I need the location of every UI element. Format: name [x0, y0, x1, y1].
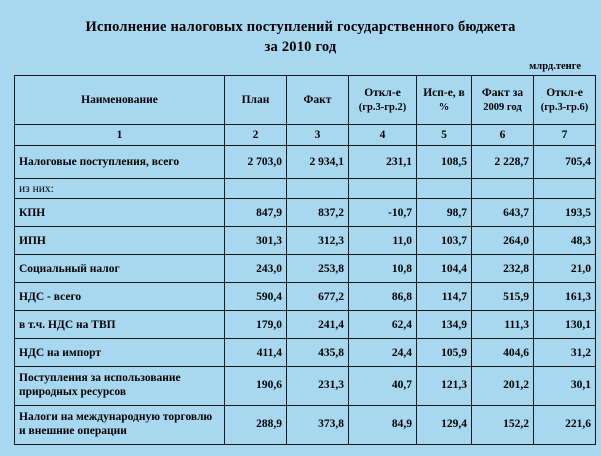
column-header-deviation-3-2 — [349, 76, 417, 125]
column-header-label: Откл-е — [546, 87, 583, 100]
column-header-label: Исп-е, в — [423, 87, 465, 100]
row-value-fact-2009: 515,9 — [472, 283, 534, 311]
row-value-fact: 677,2 — [287, 283, 349, 311]
row-value-fact: 231,3 — [287, 367, 349, 406]
row-value-fact: 435,8 — [287, 339, 349, 367]
column-number: 3 — [287, 125, 349, 146]
column-number: 6 — [472, 125, 534, 146]
row-value-deviation-3-6: 161,3 — [534, 283, 596, 311]
column-header-label: Откл-е — [364, 87, 401, 100]
row-value-deviation-3-2: 10,8 — [349, 255, 417, 283]
row-value-execution-percent: 104,4 — [417, 255, 472, 283]
row-label: в т.ч. НДС на ТВП — [15, 311, 225, 339]
row-value-fact-2009: 264,0 — [472, 227, 534, 255]
row-value-execution-percent: 108,5 — [417, 146, 472, 179]
document-title — [32, 18, 569, 57]
column-header-sublabel: (гр.3-гр.2) — [358, 101, 407, 113]
column-number: 4 — [349, 125, 417, 146]
row-value-deviation-3-2: 40,7 — [349, 367, 417, 406]
tax-revenue-table — [14, 75, 596, 445]
row-value-deviation-3-6: 221,6 — [534, 406, 596, 445]
column-header-sublabel: % — [438, 101, 450, 113]
row-value-fact-2009: 404,6 — [472, 339, 534, 367]
table-row — [15, 146, 596, 179]
row-value-fact — [287, 179, 349, 199]
row-value-plan: 288,9 — [225, 406, 287, 445]
column-number: 5 — [417, 125, 472, 146]
row-value-plan: 190,6 — [225, 367, 287, 406]
table-row — [15, 311, 596, 339]
column-number: 2 — [225, 125, 287, 146]
row-value-deviation-3-6: 48,3 — [534, 227, 596, 255]
row-value-fact: 373,8 — [287, 406, 349, 445]
row-value-fact-2009: 111,3 — [472, 311, 534, 339]
row-label: ИПН — [15, 227, 225, 255]
row-value-fact-2009 — [472, 179, 534, 199]
row-value-deviation-3-6: 31,2 — [534, 339, 596, 367]
row-value-fact: 2 934,1 — [287, 146, 349, 179]
row-value-plan: 411,4 — [225, 339, 287, 367]
row-value-deviation-3-2: 231,1 — [349, 146, 417, 179]
row-value-fact-2009: 2 228,7 — [472, 146, 534, 179]
table-row — [15, 199, 596, 227]
row-value-execution-percent: 129,4 — [417, 406, 472, 445]
column-header-plan — [225, 76, 287, 125]
row-value-deviation-3-2: 86,8 — [349, 283, 417, 311]
row-value-fact-2009: 152,2 — [472, 406, 534, 445]
table-row — [15, 227, 596, 255]
table-row — [15, 367, 596, 406]
table-row — [15, 179, 596, 199]
row-value-deviation-3-6: 30,1 — [534, 367, 596, 406]
row-value-fact: 837,2 — [287, 199, 349, 227]
row-label: НДС - всего — [15, 283, 225, 311]
column-header-label: Факт — [303, 93, 332, 106]
row-value-deviation-3-6: 705,4 — [534, 146, 596, 179]
row-value-deviation-3-2: 11,0 — [349, 227, 417, 255]
title-line-2: за 2010 год — [264, 38, 337, 55]
row-value-fact: 312,3 — [287, 227, 349, 255]
row-value-plan: 590,4 — [225, 283, 287, 311]
row-value-fact-2009: 643,7 — [472, 199, 534, 227]
row-label: Налоги на международную торговлю и внешние операции — [15, 406, 225, 445]
row-value-fact: 253,8 — [287, 255, 349, 283]
column-header-execution-percent — [417, 76, 472, 125]
row-label: из них: — [15, 179, 225, 199]
row-value-execution-percent: 121,3 — [417, 367, 472, 406]
row-value-deviation-3-2: 62,4 — [349, 311, 417, 339]
table-row — [15, 406, 596, 445]
row-value-deviation-3-2: 84,9 — [349, 406, 417, 445]
row-value-fact: 241,4 — [287, 311, 349, 339]
column-header-fact-2009 — [472, 76, 534, 125]
row-value-deviation-3-6: 130,1 — [534, 311, 596, 339]
row-value-plan: 301,3 — [225, 227, 287, 255]
column-number-row — [15, 125, 596, 146]
row-value-execution-percent: 105,9 — [417, 339, 472, 367]
row-value-fact-2009: 232,8 — [472, 255, 534, 283]
column-header-label: План — [241, 93, 270, 106]
row-label: Поступления за использование природных ресурсов — [15, 367, 225, 406]
row-value-plan: 243,0 — [225, 255, 287, 283]
units-label: млрд.тенге — [529, 61, 581, 73]
row-label: Социальный налог — [15, 255, 225, 283]
column-header-fact — [287, 76, 349, 125]
column-number: 7 — [534, 125, 596, 146]
row-label: КПН — [15, 199, 225, 227]
column-header-sublabel: 2009 год — [483, 101, 522, 113]
row-value-fact-2009: 201,2 — [472, 367, 534, 406]
column-header-sublabel: (гр.3-гр.6) — [540, 101, 589, 113]
column-header-name — [15, 76, 225, 125]
title-line-1: Исполнение налоговых поступлений государственного бюджета — [85, 19, 516, 35]
column-header-label: Наименование — [81, 93, 158, 106]
column-header-deviation-3-6 — [534, 76, 596, 125]
table-row — [15, 283, 596, 311]
row-value-deviation-3-6 — [534, 179, 596, 199]
row-value-plan: 2 703,0 — [225, 146, 287, 179]
column-header-label: Факт за — [481, 87, 524, 100]
row-value-deviation-3-2: 24,4 — [349, 339, 417, 367]
row-value-deviation-3-2: -10,7 — [349, 199, 417, 227]
column-number: 1 — [15, 125, 225, 146]
table-header-row — [15, 76, 596, 125]
row-value-deviation-3-6: 21,0 — [534, 255, 596, 283]
row-value-deviation-3-2 — [349, 179, 417, 199]
row-value-execution-percent: 114,7 — [417, 283, 472, 311]
row-value-plan: 179,0 — [225, 311, 287, 339]
table-row — [15, 339, 596, 367]
row-value-execution-percent — [417, 179, 472, 199]
row-value-plan — [225, 179, 287, 199]
row-label: Налоговые поступления, всего — [15, 146, 225, 179]
row-value-execution-percent: 134,9 — [417, 311, 472, 339]
row-value-execution-percent: 98,7 — [417, 199, 472, 227]
row-value-plan: 847,9 — [225, 199, 287, 227]
row-value-execution-percent: 103,7 — [417, 227, 472, 255]
row-label: НДС на импорт — [15, 339, 225, 367]
row-value-deviation-3-6: 193,5 — [534, 199, 596, 227]
table-row — [15, 255, 596, 283]
